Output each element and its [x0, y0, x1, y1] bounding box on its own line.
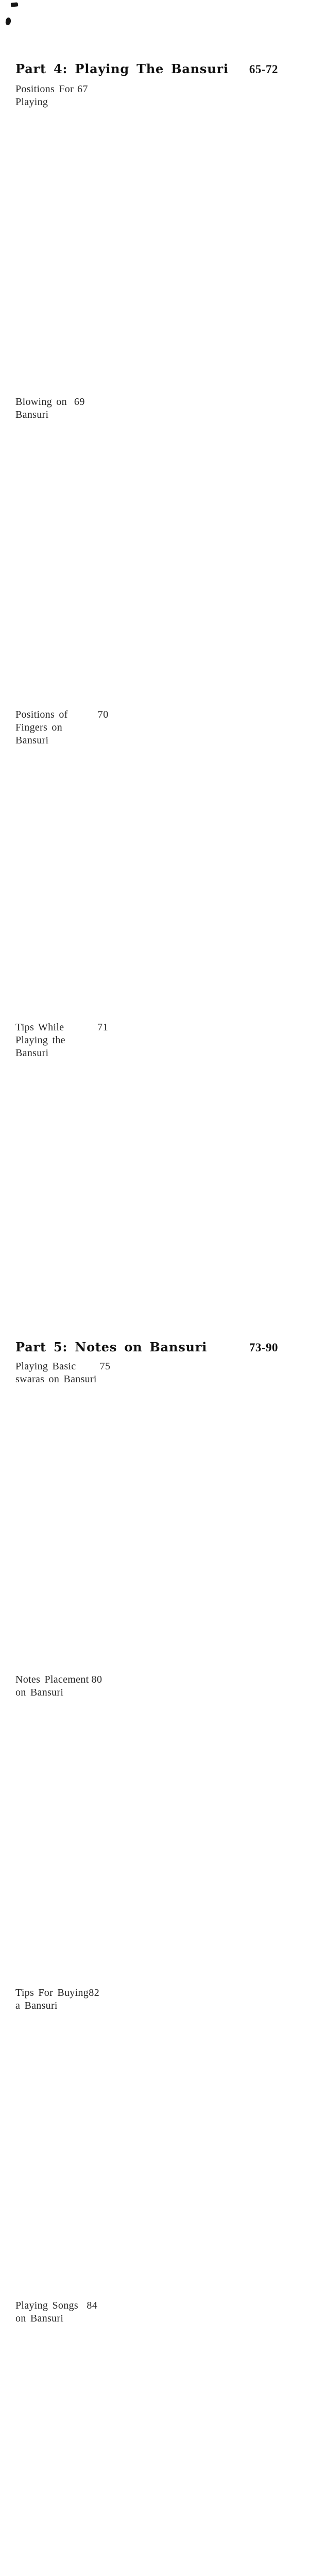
- entry-page-number: 82: [89, 1987, 278, 2296]
- entry-title: Tips For Buying a Bansuri: [15, 1987, 89, 2011]
- toc-entry: [15, 2299, 278, 2576]
- toc-entry: [15, 1021, 278, 1330]
- entry-title: Playing Songs on Bansuri: [15, 2300, 78, 2324]
- entry-title: Blowing on Bansuri: [15, 396, 67, 420]
- toc-entry: [15, 83, 278, 392]
- entry-page-number: 70: [98, 708, 278, 1018]
- entry-page-number: 75: [100, 1360, 278, 1669]
- toc-entry: [15, 1360, 278, 1669]
- section-title: Part 5: Notes on Bansuri: [15, 1340, 208, 1354]
- section-page-range: 73-90: [249, 1341, 278, 1354]
- toc-entry: [15, 1987, 278, 2296]
- scan-artifact-ink-mark-2: [5, 17, 12, 26]
- entry-page-number: 84: [87, 2299, 278, 2576]
- toc-section-heading-part-4: [15, 61, 278, 77]
- table-of-contents: [15, 0, 278, 2576]
- toc-entry: [15, 1673, 278, 1982]
- entry-title: Tips While Playing the Bansuri: [15, 1022, 65, 1059]
- toc-entry: [15, 396, 278, 705]
- section-page-range: 65-72: [249, 63, 278, 76]
- entry-page-number: 67: [77, 83, 278, 392]
- entry-page-number: 80: [91, 1673, 278, 1982]
- entry-page-number: 71: [97, 1021, 278, 1330]
- entry-page-number: 69: [74, 396, 278, 705]
- section-title: Part 4: Playing The Bansuri: [15, 61, 229, 76]
- entry-title: Positions of Fingers on Bansuri: [15, 709, 68, 746]
- entry-title: Positions For Playing: [15, 83, 74, 108]
- entry-title: Playing Basic swaras on Bansuri: [15, 1361, 97, 1385]
- toc-entry: [15, 708, 278, 1018]
- entry-title: Notes Placement on Bansuri: [15, 1674, 89, 1698]
- toc-section-heading-part-5: [15, 1340, 278, 1355]
